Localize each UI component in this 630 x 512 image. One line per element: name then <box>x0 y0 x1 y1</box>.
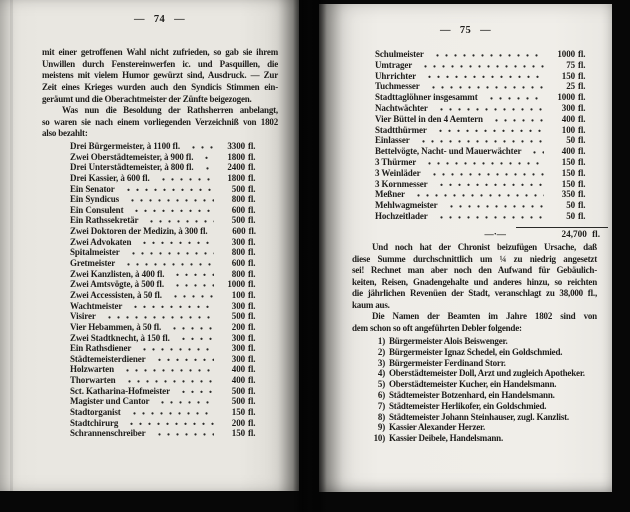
salary-row <box>375 125 590 136</box>
salary-unit: fl. <box>248 407 256 418</box>
salary-amount: 25 <box>566 81 575 92</box>
right-page-header <box>319 25 612 36</box>
dot-leader <box>102 311 214 322</box>
salary-amount: 800 <box>231 247 245 258</box>
dot-leader <box>434 211 544 222</box>
salary-label: Einlasser <box>375 135 410 146</box>
salary-amount: 1000 <box>557 49 575 59</box>
salary-label: Zwei Amtsvögte, à 500 fl. <box>70 279 164 290</box>
salary-label: 3 Kornmesser <box>375 178 428 189</box>
salary-label: Holzwarten <box>70 364 114 375</box>
salary-unit: fl. <box>578 49 586 59</box>
salary-table-left <box>70 141 260 439</box>
salary-label: Ein Consulent <box>70 204 124 215</box>
salary-amount: 50 <box>566 210 575 221</box>
total-amount-block <box>516 227 608 239</box>
salary-label: Ein Syndicus <box>70 194 120 205</box>
dot-leader <box>199 152 214 163</box>
salary-label: Vier Büttel in den 4 Aemtern <box>375 113 483 124</box>
salary-row <box>70 269 260 280</box>
salary-row <box>375 71 590 82</box>
total-dash: —·— <box>484 229 506 239</box>
salary-unit: fl. <box>248 279 256 290</box>
official-item <box>367 412 607 423</box>
dot-leader <box>126 247 214 258</box>
salary-unit: fl. <box>248 268 256 279</box>
dot-leader <box>129 205 214 216</box>
dot-leader <box>155 396 214 407</box>
salary-amount: 100 <box>561 124 575 135</box>
salary-label: Visirer <box>70 311 96 322</box>
salary-label: Zwei Stadtknecht, à 150 fl. <box>70 332 170 343</box>
salary-label: Spitalmeister <box>70 247 120 258</box>
salary-amount: 300 <box>231 353 245 364</box>
official-name: Kassier Alexander Herzer. <box>389 422 486 433</box>
salary-row <box>70 173 260 184</box>
salary-row <box>375 157 590 168</box>
official-number: 3) <box>377 357 385 368</box>
salary-label: Wachtmeister <box>70 300 123 311</box>
salary-row <box>70 301 260 312</box>
dot-leader <box>170 279 214 290</box>
official-number: 10) <box>373 433 385 444</box>
official-item <box>367 422 607 433</box>
salary-amount: 500 <box>231 215 245 226</box>
salary-label: Vier Hebammen, à 50 fl. <box>70 321 162 332</box>
dot-leader <box>416 135 544 146</box>
salary-row <box>70 407 260 418</box>
salary-amount: 150 <box>561 178 575 189</box>
salary-row <box>70 247 260 258</box>
salary-amount: 300 <box>561 102 575 113</box>
salary-amount: 2400 <box>227 162 245 173</box>
salary-label: Ein Rathsdiener <box>70 343 132 354</box>
salary-unit: fl. <box>578 59 586 70</box>
text-line: keiten, Reisen, Gnadengehalte und anderes hinzu, so reichten <box>352 276 597 287</box>
salary-unit: fl. <box>578 81 586 92</box>
salary-unit: fl. <box>248 332 256 343</box>
salary-label: Gretmeister <box>70 258 116 269</box>
official-name: Bürgermeister Ferdinand Storr. <box>389 357 506 368</box>
salary-unit: fl. <box>248 204 256 215</box>
salary-amount: 600 <box>232 226 246 237</box>
salary-amount: 200 <box>231 417 245 428</box>
salary-amount: 300 <box>231 332 245 343</box>
salary-row <box>70 364 260 375</box>
salary-row <box>70 141 260 152</box>
text-line: dem schon so oft angeführten Debler folgende: <box>352 322 522 333</box>
salary-unit: fl. <box>248 353 256 364</box>
dot-leader <box>167 322 214 333</box>
dot-leader <box>152 428 214 439</box>
salary-amount: 300 <box>231 236 245 247</box>
salary-row <box>70 343 260 354</box>
salary-label: 3 Thürmer <box>375 156 417 167</box>
text-line: kaum aus. <box>352 299 390 310</box>
salary-amount: 150 <box>561 156 575 167</box>
salary-row <box>70 194 260 205</box>
salary-amount: 75 <box>566 59 575 70</box>
salary-table-right <box>375 49 590 222</box>
dot-leader <box>434 179 544 190</box>
salary-row <box>70 311 260 322</box>
salary-label: Zwei Kanzlisten, à 400 fl. <box>70 268 165 279</box>
official-number: 1) <box>377 336 385 346</box>
official-number: 4) <box>377 368 385 379</box>
dot-leader <box>433 125 544 136</box>
salary-unit: fl. <box>248 162 256 173</box>
salary-unit: fl. <box>578 113 586 124</box>
salary-amount: 200 <box>231 321 245 332</box>
salary-unit: fl. <box>578 70 586 81</box>
text-line: diese Summe durchschnittlich um ¼ zu niedrig angesetzt <box>352 253 597 264</box>
official-name: Oberstädtemeister Doll, Arzt und zugleich Apotheker. <box>389 368 585 379</box>
salary-unit: fl. <box>248 236 256 247</box>
salary-row <box>70 215 260 226</box>
left-page-header <box>0 14 309 25</box>
dot-leader <box>489 114 544 125</box>
salary-amount: 1000 <box>557 92 575 103</box>
salary-amount: 1800 <box>227 172 245 183</box>
salary-label: Hochzeitlader <box>375 210 428 221</box>
salary-row <box>70 162 260 173</box>
text-line: Unwillen durch Fenstereinwerfen ic. und Pasquillen, die <box>42 58 278 69</box>
official-name: Bürgermeister Alois Beiswenger. <box>389 336 508 346</box>
salary-amount: 800 <box>231 268 245 279</box>
text-line: Und noch hat der Chronist beizufügen Ursache, daß <box>372 242 597 252</box>
official-name: Städtemeister Herlikofer, ein Goldschmied. <box>389 400 547 411</box>
salary-unit: fl. <box>578 210 586 221</box>
salary-unit: fl. <box>248 417 256 428</box>
salary-label: Stadtchirurg <box>70 417 119 428</box>
dot-leader <box>137 343 214 354</box>
salary-unit: fl. <box>578 189 586 200</box>
official-number: 2) <box>377 346 385 357</box>
officials-list <box>367 336 607 444</box>
salary-label: Zwei Doktoren der Medizin, à 300 fl. <box>70 226 208 237</box>
salary-label: Thorwarten <box>70 375 116 386</box>
salary-amount: 150 <box>561 167 575 178</box>
salary-label: 3 Weinläder <box>375 167 421 178</box>
text-line: mit einer getroffenen Wahl nicht zufrieden, so gab sie ihrem <box>42 47 278 57</box>
dot-leader <box>434 103 544 114</box>
dot-leader <box>176 333 214 344</box>
official-number: 9) <box>377 422 385 433</box>
salary-unit: fl. <box>578 102 586 113</box>
salary-label: Bettelvögte, Nacht- und Mauerwächter <box>375 146 522 157</box>
dot-leader <box>427 168 545 179</box>
salary-label: Stadtthürmer <box>375 124 427 135</box>
text-line: die jährlichen Revenüen der Stadt, veranschlagt zu 38,000 fl., <box>352 288 597 298</box>
salary-unit: fl. <box>248 194 256 205</box>
salary-unit: fl. <box>248 375 256 386</box>
salary-row <box>375 92 590 103</box>
official-number: 6) <box>377 389 385 400</box>
official-item <box>367 358 607 369</box>
salary-label: Städtemeisterdiener <box>70 353 146 364</box>
salary-amount: 600 <box>231 258 245 269</box>
left-page <box>0 0 299 491</box>
dot-leader <box>144 215 214 226</box>
salary-label: Ein Senator <box>70 183 115 194</box>
text-line: Zeit eines Krieges wurden auch den Syndicis Stimmen ein- <box>42 82 278 93</box>
salary-amount: 800 <box>231 194 245 205</box>
salary-label: Schrannenschreiber <box>70 428 146 439</box>
salary-unit: fl. <box>578 92 586 103</box>
salary-amount: 400 <box>561 146 575 157</box>
salary-unit: fl. <box>248 215 256 226</box>
dot-leader <box>527 146 544 157</box>
dot-leader <box>200 162 214 173</box>
salary-amount: 400 <box>231 364 245 375</box>
salary-amount: 300 <box>231 300 245 311</box>
total-row <box>375 227 608 239</box>
header-dash-icon: — <box>480 25 492 36</box>
official-name: Oberstädtemeister Kucher, ein Handelsmann. <box>389 379 557 390</box>
salary-unit: fl. <box>578 178 586 189</box>
salary-label: Zwei Accessisten, à 50 fl. <box>70 289 162 300</box>
dot-leader <box>121 258 214 269</box>
salary-row <box>375 211 590 222</box>
salary-row <box>375 49 590 60</box>
salary-label: Meßner <box>375 189 405 200</box>
official-name: Kassier Deibele, Handelsmann. <box>389 433 504 444</box>
salary-intro-paragraph <box>42 105 278 140</box>
official-item <box>367 390 607 401</box>
salary-unit: fl. <box>248 385 256 396</box>
salary-unit: fl. <box>578 200 586 211</box>
official-item <box>367 433 607 444</box>
header-dash-icon: — <box>174 14 186 25</box>
salary-label: Uhrrichter <box>375 70 416 81</box>
salary-unit: fl. <box>248 247 256 258</box>
right-page <box>319 4 612 492</box>
salary-amount: 50 <box>566 135 575 146</box>
official-name: Städtemeister Johann Steinhauser, zugl. Kanzlist. <box>389 411 569 422</box>
salary-unit: fl. <box>248 321 256 332</box>
text-line: Die Namen der Beamten im Jahre 1802 sind von <box>372 311 597 321</box>
official-item <box>367 347 607 358</box>
dot-leader <box>484 92 544 103</box>
salary-row <box>70 258 260 269</box>
salary-row <box>70 205 260 216</box>
salary-label: Zwei Oberstädtemeister, à 900 fl. <box>70 151 194 162</box>
dot-leader <box>120 364 214 375</box>
dot-leader <box>418 60 544 71</box>
salary-row <box>70 237 260 248</box>
salary-label: Drei Bürgermeister, à 1100 fl. <box>70 141 180 151</box>
salary-amount: 500 <box>231 385 245 396</box>
salary-label: Stadtorganist <box>70 407 121 418</box>
salary-amount: 150 <box>231 407 245 418</box>
salary-label: Tuchmesser <box>375 81 420 92</box>
salary-unit: fl. <box>578 167 586 178</box>
salary-label: Drei Kassier, à 600 fl. <box>70 172 150 183</box>
dot-leader <box>156 173 214 184</box>
dot-leader <box>214 226 216 237</box>
salary-amount: 100 <box>231 289 245 300</box>
text-line: meistens mit vielem Humor gewürzt sind, Ausdruck. — Zur <box>42 70 278 81</box>
salary-amount: 500 <box>231 183 245 194</box>
salary-unit: fl. <box>248 151 256 162</box>
official-number: 7) <box>377 400 385 411</box>
salary-row <box>70 333 260 344</box>
dot-leader <box>122 375 215 386</box>
salary-row <box>70 396 260 407</box>
official-number: 8) <box>377 411 385 422</box>
text-line: geräumt und die Oberachtmeister der Zünfte beigezogen. <box>42 93 252 104</box>
official-item <box>367 401 607 412</box>
dot-leader <box>422 157 544 168</box>
salary-row <box>375 60 590 71</box>
dot-leader <box>426 81 544 92</box>
salary-unit: fl. <box>248 289 256 300</box>
names-paragraph <box>352 311 597 334</box>
intro-paragraph <box>42 47 278 106</box>
dot-leader <box>170 269 214 280</box>
salary-unit: fl. <box>248 172 256 183</box>
salary-label: Sct. Katharina-Hofmeister <box>70 385 170 396</box>
official-item <box>367 336 607 347</box>
dot-leader <box>411 189 544 200</box>
chronist-paragraph <box>352 242 597 311</box>
salary-label: Schulmeister <box>375 49 424 59</box>
salary-label: Stadttaglöhner insgesammt <box>375 92 478 103</box>
total-amount: 24,700 <box>561 229 587 239</box>
left-page-number: 74 <box>153 14 166 25</box>
dot-leader <box>128 301 214 312</box>
salary-row <box>70 428 260 439</box>
header-dash-icon: — <box>133 14 145 25</box>
salary-label: Umtrager <box>375 59 413 70</box>
salary-row <box>375 81 590 92</box>
salary-label: Zwei Advokaten <box>70 236 132 247</box>
dot-leader <box>168 290 214 301</box>
salary-row <box>70 418 260 429</box>
official-item <box>367 368 607 379</box>
salary-unit: fl. <box>248 226 256 237</box>
salary-row <box>375 168 590 179</box>
salary-amount: 500 <box>231 311 245 322</box>
salary-row <box>70 322 260 333</box>
dot-leader <box>430 49 544 60</box>
salary-row <box>375 114 590 125</box>
salary-amount: 1000 <box>227 279 245 290</box>
dot-leader <box>137 237 214 248</box>
salary-row <box>375 103 590 114</box>
salary-label: Nachtwächter <box>375 102 428 113</box>
salary-unit: fl. <box>578 156 586 167</box>
salary-amount: 150 <box>231 428 245 439</box>
salary-unit: fl. <box>248 311 256 322</box>
salary-row <box>375 179 590 190</box>
salary-unit: fl. <box>578 124 586 135</box>
salary-row <box>70 386 260 397</box>
salary-unit: fl. <box>578 135 586 146</box>
salary-unit: fl. <box>248 343 256 354</box>
salary-row <box>70 375 260 386</box>
text-line: sei! Rechnet man aber noch den Aufwand für Gebäulich- <box>352 265 597 275</box>
dot-leader <box>422 71 544 82</box>
salary-unit: fl. <box>248 428 256 439</box>
salary-amount: 400 <box>231 375 245 386</box>
salary-unit: fl. <box>248 396 256 407</box>
dot-leader <box>125 194 214 205</box>
salary-label: Mehlwagmeister <box>375 200 438 211</box>
salary-amount: 600 <box>231 204 245 215</box>
salary-label: Magister und Cantor <box>70 396 150 407</box>
salary-amount: 500 <box>231 396 245 407</box>
text-line: also bezahlt: <box>42 128 88 139</box>
official-name: Städtemeister Botzenhard, ein Handelsmann. <box>389 389 555 400</box>
salary-unit: fl. <box>578 146 586 157</box>
salary-amount: 1800 <box>227 151 245 162</box>
salary-row <box>70 290 260 301</box>
salary-row <box>375 189 590 200</box>
official-name: Bürgermeister Ignaz Schedel, ein Goldschmied. <box>389 346 563 357</box>
salary-row <box>375 146 590 157</box>
salary-amount: 300 <box>231 343 245 354</box>
dot-leader <box>444 200 544 211</box>
salary-row <box>70 152 260 163</box>
official-number: 5) <box>377 379 385 390</box>
salary-row <box>70 279 260 290</box>
text-line: so waren sie nach einem vorliegenden Verzeichniß von 1802 <box>42 116 278 127</box>
salary-amount: 3300 <box>227 141 245 151</box>
text-line: Was nun die Besoldung der Rathsherren anbelangt, <box>62 105 278 115</box>
salary-unit: fl. <box>248 258 256 269</box>
dot-leader <box>176 386 214 397</box>
salary-row <box>70 226 260 237</box>
salary-unit: fl. <box>248 183 256 194</box>
dot-leader <box>152 354 214 365</box>
right-page-number: 75 <box>459 25 472 36</box>
salary-label: Ein Rathssekretär <box>70 215 139 226</box>
header-dash-icon: — <box>439 25 451 36</box>
salary-amount: 50 <box>566 200 575 211</box>
salary-row <box>375 200 590 211</box>
salary-row <box>375 135 590 146</box>
salary-unit: fl. <box>248 364 256 375</box>
salary-amount: 400 <box>561 113 575 124</box>
salary-row <box>70 354 260 365</box>
salary-amount: 350 <box>561 189 575 200</box>
dot-leader <box>121 184 214 195</box>
official-item <box>367 379 607 390</box>
dot-leader <box>124 418 214 429</box>
salary-unit: fl. <box>248 141 256 151</box>
dot-leader <box>127 407 214 418</box>
salary-row <box>70 184 260 195</box>
total-unit: fl. <box>592 229 600 239</box>
salary-amount: 150 <box>561 70 575 81</box>
salary-unit: fl. <box>248 300 256 311</box>
salary-label: Drei Unterstädtemeister, à 800 fl. <box>70 162 194 173</box>
dot-leader <box>186 141 214 152</box>
